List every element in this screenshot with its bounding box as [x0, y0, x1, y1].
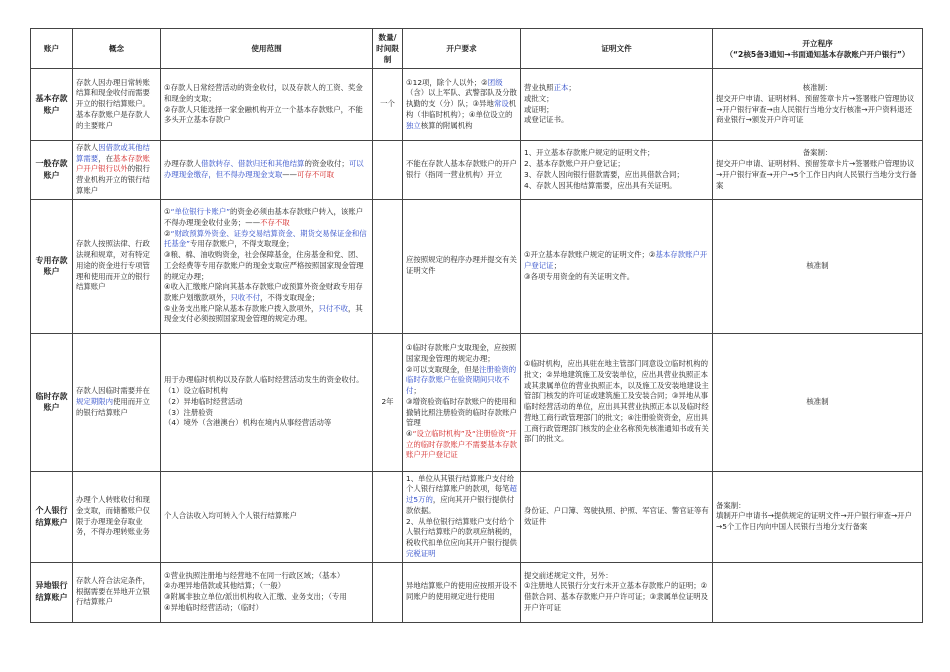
documents-highlight: 正本 [553, 83, 569, 93]
cell-account [31, 562, 73, 622]
cell-account [31, 199, 73, 333]
cell-procedure [713, 471, 923, 562]
scope-line: ①存款人日常经营活动的资金收付，以及存款人的工资、奖金和现金的支取； [164, 83, 363, 103]
concept-line: 存款人符合法定条件，根据需要在异地开立银行结算账户 [76, 575, 150, 607]
scope-line: ③附属非独立单位/派出机构收入汇缴、业务支出；（专用 [164, 592, 347, 602]
concept-text: 存款人 [76, 143, 99, 152]
cell-requirements [403, 333, 521, 471]
scope-line: （2）异地临时经营活动 [164, 396, 243, 406]
account-line: 专用存款账户 [35, 255, 68, 277]
procedure-line: 核准制： [802, 83, 833, 93]
documents-line: ①临时机构，应出具驻在地主管部门同意设立临时机构的批文；②异地建筑施工及安装单位，应出具营业执照正本或其隶属单位的营业执照正本，以及施工及安装地建设主管部门核发的许可证或建筑施工及安装合同；③异地从事临时经营活动的单位，应出具其营业执照正本以及临时经营地工商行政管理部门的批文；④注册验资资金，应出具工商行政管理部门核发的企业名称预先核准通知书或有关部门的批文。 [524, 359, 709, 444]
requirements-text: ④ [406, 429, 413, 438]
scope-line: ④异地临时经营活动；（临时） [164, 602, 264, 612]
cell-quantity [373, 199, 403, 333]
procedure-line: 核准制 [806, 396, 829, 406]
requirements-highlight: “设立临时机构”及“注册验资”开立的临时存款账户不需要基本存款账户开户登记证 [406, 429, 517, 460]
concept-text: 的银行营业机构开立的银行结算账户 [76, 164, 150, 195]
procedure-line: 填制开户申请书→提供规定的证明文件→开户银行审查→开户→5个工作日内向中国人民银行当地分支行备案 [716, 511, 912, 531]
cell-quantity [373, 333, 403, 471]
requirements-text: 1、单位从其银行结算账户支付给个人银行结算账户的款项，每笔 [406, 473, 515, 494]
table-row [31, 562, 923, 622]
requirements-highlight: 独立 [406, 120, 421, 130]
documents-text: ； [553, 260, 561, 270]
header-procedure [713, 29, 923, 69]
scope-line: （4）境外（含港澳台）机构在境内从事经营活动等 [164, 418, 332, 428]
scope-text: ② [164, 228, 171, 238]
cell-concept [73, 471, 161, 562]
concept-highlight: 规定期限内 [76, 396, 113, 406]
requirements-highlight: 常设 [493, 99, 509, 109]
header-concept: 概念 [73, 29, 161, 69]
scope-line: ①营业执照注册地与经营地不在同一行政区域；（基本） [164, 570, 345, 580]
documents-line: ①注册地人民银行分支行未开立基本存款账户的证明；②借款合同、基本存款账户开户许可证；③隶属单位证明及开户许可证 [524, 581, 709, 612]
documents-highlight: 基本存款账户开户登记证 [524, 250, 708, 270]
cell-quantity [373, 69, 403, 141]
scope-text: ，其现金支付必须按照国家现金管理的规定办理。 [164, 303, 363, 324]
procedure-line: 提交开户申请、证明材料、预留签章卡片→签署账户管理协议→开户银行审查→由人民银行当地分支行核准→开户资料退还商业银行→颁发开户许可证 [716, 93, 915, 125]
cell-documents [521, 199, 713, 333]
scope-text: ⑤业务支出账户除从基本存款账户拨入款项外， [164, 303, 319, 313]
scope-highlight: 不存不取 [260, 217, 290, 227]
scope-highlight: 借款转存、借款归还和其他结算 [200, 159, 305, 169]
cell-quantity [373, 471, 403, 562]
cell-procedure [713, 141, 923, 200]
requirements-highlight: 团级 [487, 77, 503, 87]
cell-documents [521, 562, 713, 622]
requirements-highlight: 完税证明 [406, 548, 436, 558]
header-scope: 使用范围 [161, 29, 373, 69]
table-row [31, 69, 923, 141]
header-procedure-title: 开立程序 [802, 38, 833, 48]
cell-account [31, 333, 73, 471]
bank-account-table [30, 28, 923, 623]
documents-text: 或批文； [524, 93, 554, 103]
requirements-line: 应按照规定的程序办理并提交有关证明文件 [406, 255, 517, 276]
requirements-text: ③增资验资临时存款账户的使用和撤销比照注册验资的临时存款账户管理 [406, 396, 517, 428]
scope-line: ②存款人只能选择一家金融机构开立一个基本存款账户，不能多头开立基本存款户 [164, 104, 363, 125]
header-requirements: 开户要求 [403, 29, 521, 69]
requirements-line: 不能在存款人基本存款账户的开户银行（指同一营业机构）开立 [406, 159, 517, 179]
requirements-text: 2、从单位银行结算账户支付给个人银行结算账户的款项应纳税的，税收代扣单位应向其开户银行提供 [406, 516, 517, 548]
cell-documents [521, 333, 713, 471]
cell-documents [521, 471, 713, 562]
table-row [31, 333, 923, 471]
scope-text: —— [282, 169, 298, 179]
requirements-text: ②可以支取现金，但是 [406, 364, 480, 374]
scope-text: 专用存款账户，不得支取现金； [190, 239, 294, 249]
documents-line: 1、开立基本存款账户规定的证明文件； [524, 148, 655, 158]
header-documents: 证明文件 [521, 29, 713, 69]
cell-concept [73, 562, 161, 622]
documents-text: 或登记证书。 [524, 115, 569, 125]
cell-concept [73, 141, 161, 200]
scope-text: ① [164, 207, 171, 217]
documents-line: 2、基本存款账户开户登记证； [524, 159, 625, 169]
cell-account [31, 471, 73, 562]
concept-text: 使用而开立的银行结算账户 [76, 396, 150, 417]
account-line: 个人银行结算账户 [35, 506, 68, 527]
cell-procedure [713, 333, 923, 471]
scope-text: 办理存款人 [164, 159, 201, 169]
documents-text: ①开立基本存款账户规定的证明文件；② [524, 250, 656, 260]
procedure-line: 提交开户申请、证明材料、预留签章卡片→签署账户管理协议→开户银行审查→开户→5个工作日内向人民银行当地分支行备案 [716, 159, 917, 190]
scope-highlight: 只付不收 [318, 303, 349, 313]
cell-requirements [403, 199, 521, 333]
documents-text: ③各项专用资金的有关证明文件。 [524, 271, 635, 281]
procedure-line: 备案制： [716, 500, 746, 510]
concept-line: 办理个人转账收付和现金支取，而储蓄账户仅限于办理现金存取业务，不得办理转账业务 [76, 495, 150, 537]
documents-line: 身份证、户口簿、驾驶执照、护照、军官证、警官证等有效证件 [524, 505, 709, 526]
cell-concept [73, 333, 161, 471]
cell-documents [521, 69, 713, 141]
procedure-line: 核准制 [806, 260, 829, 270]
scope-highlight: 可以办理现金缴存，但不得办理现金支取 [164, 159, 364, 179]
cell-scope [161, 69, 373, 141]
cell-requirements [403, 69, 521, 141]
cell-scope [161, 141, 373, 200]
documents-line: 4、存款人因其他结算需要，应出具有关证明。 [524, 180, 677, 190]
cell-scope [161, 471, 373, 562]
requirements-text: ，应向其开户银行提供付款依据。 [406, 495, 515, 515]
cell-concept [73, 69, 161, 141]
cell-requirements [403, 141, 521, 200]
scope-line: 用于办理临时机构以及存款人临时经营活动发生的资金收付。 [164, 375, 364, 385]
requirements-highlight: 注册验资的临时存款账户在验资期间只收不付 [406, 364, 517, 396]
cell-quantity [373, 141, 403, 200]
documents-text: 营业执照 [524, 83, 554, 93]
table-row [31, 141, 923, 200]
requirements-text: 机构（非临时机构）；④单位设立的 [406, 99, 517, 119]
cell-requirements [403, 471, 521, 562]
cell-concept [73, 199, 161, 333]
header-row [31, 29, 923, 69]
cell-account [31, 141, 73, 200]
scope-text: 的资金必须由基本存款账户转入，该账户不得办理现金收付业务；—— [164, 207, 364, 227]
documents-line: 提交前述规定文件，另外： [524, 570, 613, 580]
scope-line: （3）注册验资 [164, 407, 214, 417]
requirements-line: 异地结算账户的使用应按照开设不同账户的使用规定进行使用 [406, 581, 517, 602]
requirements-highlight: 超过5万的 [406, 484, 517, 505]
concept-line: 存款人按照法律、行政法规和规章，对有特定用途的资金进行专项管理和使用而开立的银行结算账户 [76, 239, 150, 292]
concept-highlight: 基本存款账户开户银行以外 [76, 153, 150, 174]
account-line: 异地银行结算账户 [35, 581, 68, 603]
quantity-line: 一个 [380, 99, 395, 109]
cell-procedure [713, 562, 923, 622]
scope-line: ②办理异地借款或其他结算；（一般） [164, 581, 286, 591]
concept-text: ，在 [98, 153, 113, 163]
scope-highlight: 只收不付 [230, 293, 261, 302]
account-line: 一般存款账户 [35, 159, 68, 180]
cell-scope [161, 199, 373, 333]
concept-text: 存款人因临时需要并在 [76, 386, 150, 396]
cell-procedure [713, 69, 923, 141]
scope-highlight: “单位银行卡账户” [170, 207, 231, 217]
scope-text: 的资金收付； [304, 159, 349, 169]
cell-account [31, 69, 73, 141]
scope-text: ，不得支取现金； [260, 293, 320, 302]
requirements-text: （含）以上军队、武警部队及分散执勤的支（分）队；③异地 [406, 88, 517, 109]
documents-text: ； [568, 83, 576, 93]
cell-procedure [713, 199, 923, 333]
scope-line: 个人合法收入均可转入个人银行结算账户 [164, 511, 298, 521]
header-account: 账户 [31, 29, 73, 69]
cell-scope [161, 562, 373, 622]
requirements-text: ； [413, 386, 421, 396]
concept-highlight: 因借款或其他结算需要 [76, 143, 150, 163]
scope-text: ③粮、棉、油收购资金，社会保障基金，住房基金和党、团、工会经费等专用存款账户的现金支取应严格按照国家现金管理的规定办理； [164, 250, 364, 281]
requirements-text: ①12项，除个人以外；② [406, 77, 488, 87]
cell-documents [521, 141, 713, 200]
concept-line: 存款人因办理日常转账结算和现金收付而需要开立的银行结算账户。基本存款账户是存款人的主要账户 [76, 77, 150, 130]
cell-quantity [373, 562, 403, 622]
account-line: 临时存款账户 [35, 391, 68, 413]
scope-line: （1）设立临时机构 [164, 386, 228, 396]
cell-requirements [403, 562, 521, 622]
cell-scope [161, 333, 373, 471]
header-procedure-subtitle: （“2核5备3通知→书面通知基本存款账户开户银行”） [725, 49, 910, 59]
account-line: 基本存款账户 [35, 93, 68, 115]
documents-text: 或证明； [524, 104, 554, 114]
scope-highlight: “财政预算外资金、证券交易结算资金、期货交易保证金和信托基金” [164, 228, 367, 249]
table-row [31, 199, 923, 333]
scope-highlight: 可存不可取 [297, 169, 335, 179]
documents-line: 3、存款人因向银行借款需要，应出具借款合同； [524, 169, 684, 179]
header-quantity: 数量/时间限制 [373, 29, 403, 69]
table-row [31, 471, 923, 562]
quantity-line: 2年 [381, 396, 394, 406]
procedure-line: 备案制： [802, 148, 833, 158]
requirements-text: ①临时存款账户支取现金，应按照国家现金管理的规定办理； [406, 343, 517, 363]
scope-text: ④收入汇缴账户除向其基本存款账户或预算外资金财政专用存款账户划缴款项外， [164, 282, 363, 302]
requirements-text: 核算的附属机构 [420, 120, 473, 130]
